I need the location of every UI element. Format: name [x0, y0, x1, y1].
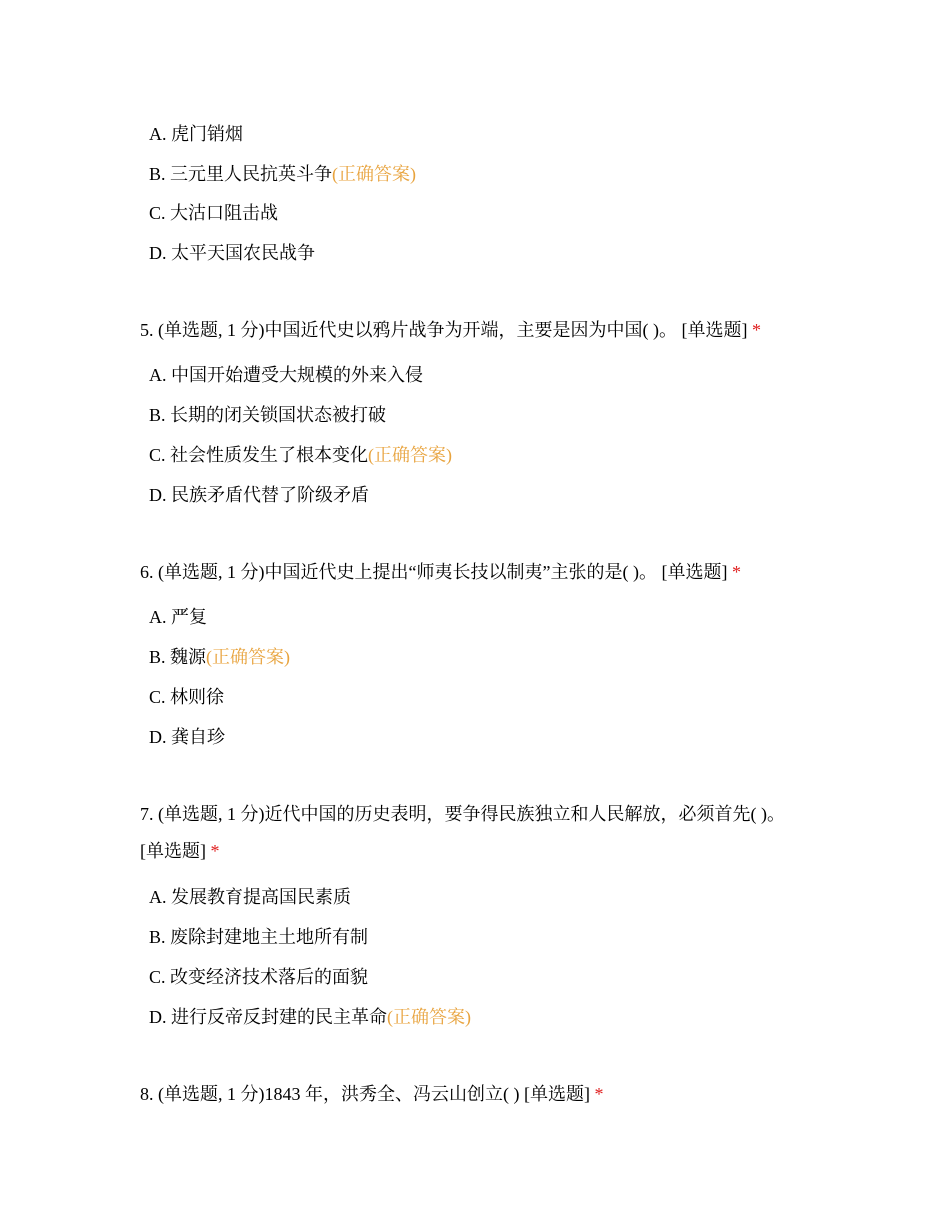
- q4-option-a[interactable]: [149, 122, 243, 146]
- question-type-label: [单选题]: [140, 841, 211, 861]
- question-text: 5. (单选题, 1 分)中国近代史以鸦片战争为开端，主要是因为中国( )。 [单选题]: [140, 320, 752, 340]
- option-label: A. 虎门销烟: [149, 124, 243, 144]
- q8-question-text: [140, 1082, 603, 1106]
- option-label: C. 林则徐: [149, 687, 225, 707]
- question-text: 8. (单选题, 1 分)1843 年，洪秀全、冯云山创立( ) [单选题]: [140, 1084, 595, 1104]
- correct-answer-tag: (正确答案): [332, 164, 417, 184]
- option-label: C. 社会性质发生了根本变化: [149, 445, 369, 465]
- q6-option-c[interactable]: [149, 685, 224, 709]
- option-label: B. 三元里人民抗英斗争: [149, 164, 333, 184]
- q5-option-d[interactable]: [149, 483, 369, 507]
- q6-option-d[interactable]: [149, 725, 225, 749]
- q7-question-text-line2: [140, 839, 220, 863]
- required-mark: *: [594, 1084, 604, 1104]
- q4-option-c[interactable]: [149, 201, 278, 225]
- option-label: B. 长期的闭关锁国状态被打破: [149, 405, 387, 425]
- q5-option-a[interactable]: [149, 363, 423, 387]
- q5-question-text: [140, 318, 761, 342]
- q6-question-text: [140, 560, 741, 584]
- option-label: B. 废除封建地主土地所有制: [149, 927, 369, 947]
- correct-answer-tag: (正确答案): [387, 1007, 471, 1027]
- q7-question-text-line1: [140, 802, 785, 826]
- q5-option-b[interactable]: [149, 403, 386, 427]
- required-mark: *: [731, 562, 741, 582]
- option-label: C. 大沽口阻击战: [149, 203, 279, 223]
- option-label: D. 龚自珍: [149, 727, 225, 747]
- option-label: B. 魏源: [149, 647, 207, 667]
- option-label: A. 发展教育提高国民素质: [149, 887, 351, 907]
- correct-answer-tag: (正确答案): [368, 445, 453, 465]
- correct-answer-tag: (正确答案): [206, 647, 291, 667]
- question-text: 7. (单选题, 1 分)近代中国的历史表明，要争得民族独立和人民解放，必须首先( )。: [140, 804, 785, 824]
- option-label: A. 严复: [149, 607, 207, 627]
- option-label: D. 太平天国农民战争: [149, 243, 315, 263]
- q7-option-a[interactable]: [149, 885, 351, 909]
- q4-option-b[interactable]: [149, 162, 416, 186]
- option-label: C. 改变经济技术落后的面貌: [149, 967, 369, 987]
- option-label: A. 中国开始遭受大规模的外来入侵: [149, 365, 423, 385]
- required-mark: *: [210, 841, 220, 861]
- question-text: 6. (单选题, 1 分)中国近代史上提出“师夷长技以制夷”主张的是( )。 [单选题]: [140, 562, 732, 582]
- required-mark: *: [751, 320, 761, 340]
- option-label: D. 民族矛盾代替了阶级矛盾: [149, 485, 369, 505]
- q5-option-c[interactable]: [149, 443, 452, 467]
- q6-option-a[interactable]: [149, 605, 207, 629]
- q7-option-c[interactable]: [149, 965, 368, 989]
- q7-option-d[interactable]: [149, 1005, 471, 1029]
- q6-option-b[interactable]: [149, 645, 290, 669]
- option-label: D. 进行反帝反封建的民主革命: [149, 1007, 387, 1027]
- q7-option-b[interactable]: [149, 925, 368, 949]
- q4-option-d[interactable]: [149, 241, 315, 265]
